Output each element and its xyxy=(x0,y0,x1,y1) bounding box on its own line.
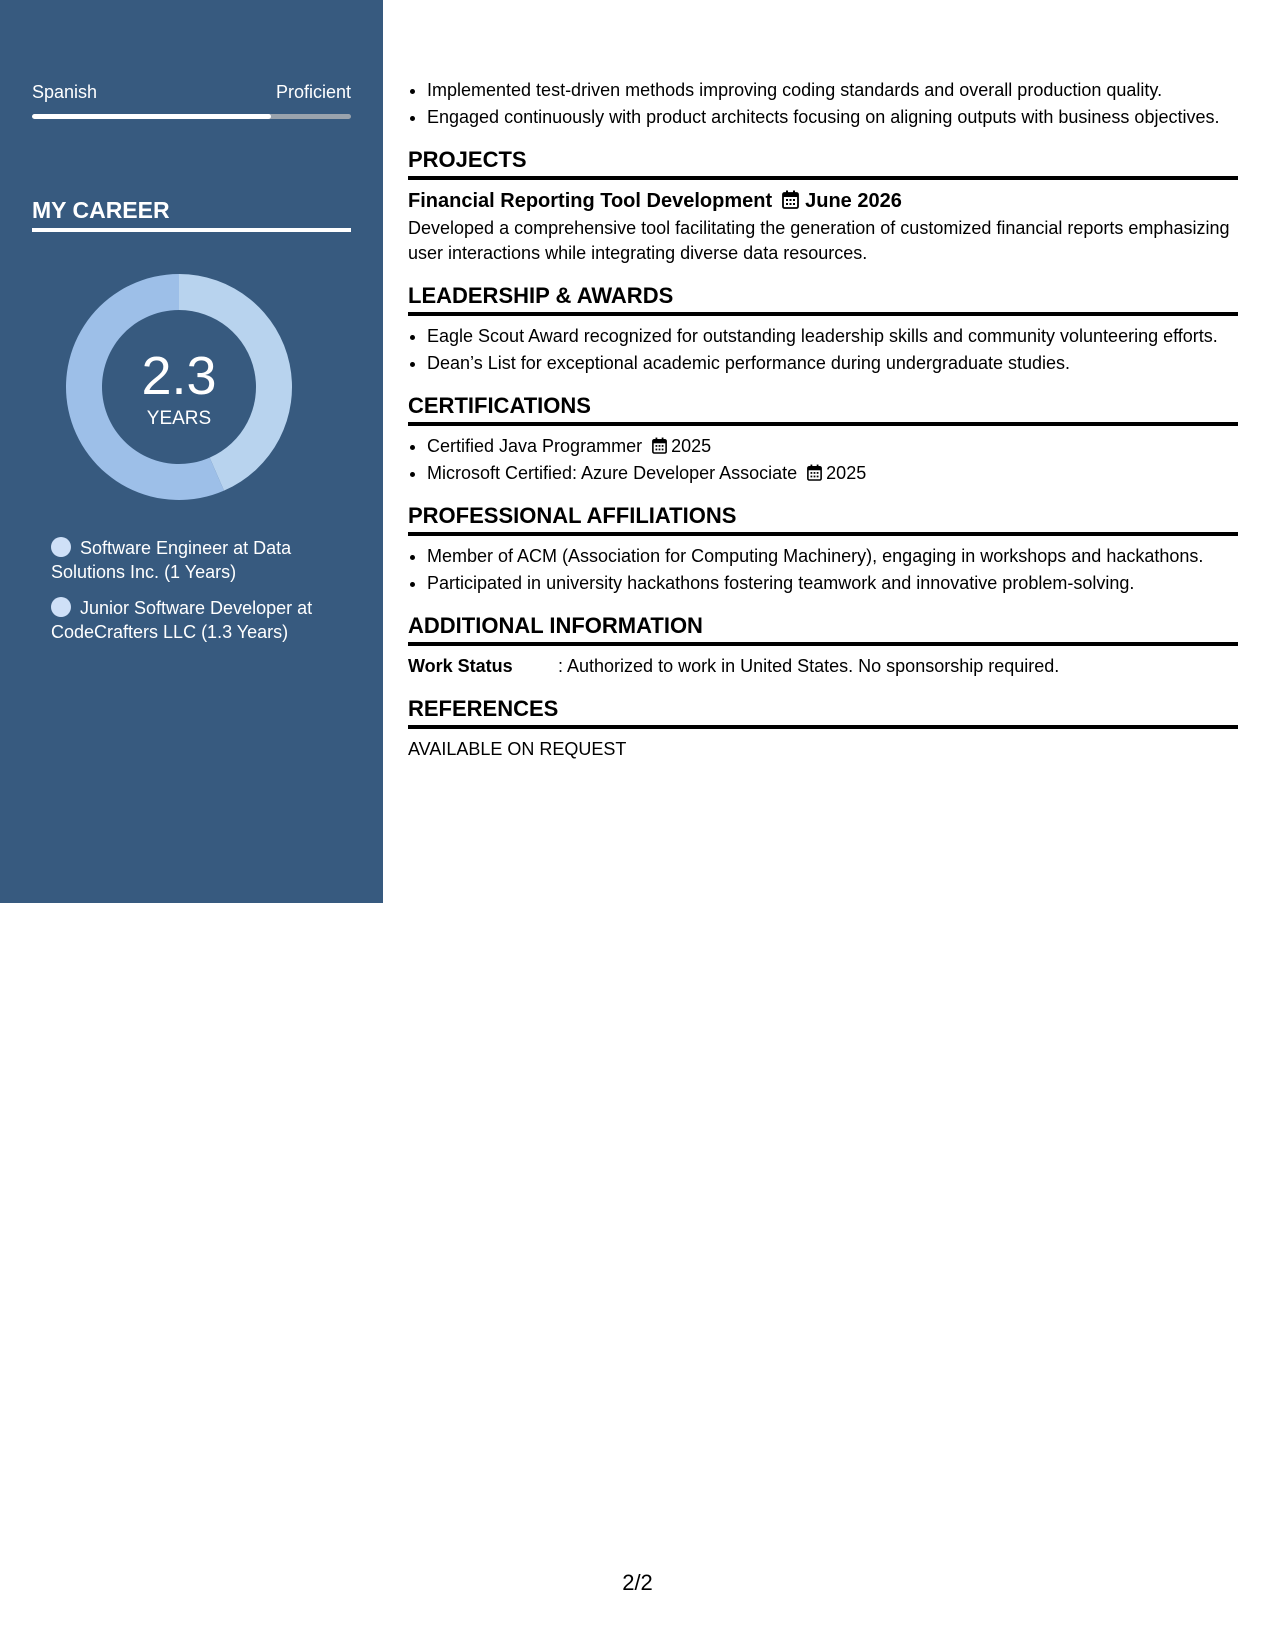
certification-year: 2025 xyxy=(826,463,867,483)
project-title: Financial Reporting Tool Development xyxy=(408,190,773,212)
additional-info-heading: ADDITIONAL INFORMATION xyxy=(408,612,1238,646)
experience-bullets xyxy=(408,78,1238,130)
certification-name: Microsoft Certified: Azure Developer Associate xyxy=(427,463,798,483)
language-row xyxy=(32,82,351,103)
calendar-icon xyxy=(807,464,822,481)
work-status-value: : Authorized to work in United States. No sponsorship required. xyxy=(558,656,1060,676)
donut-value: 2.3 xyxy=(141,346,217,406)
career-heading: MY CAREER xyxy=(32,196,351,232)
list-item xyxy=(427,461,1238,486)
bullet-dot-icon xyxy=(51,597,71,617)
work-status-row xyxy=(408,654,1238,679)
leadership-list xyxy=(408,324,1238,376)
language-proficiency-fill xyxy=(32,114,271,119)
list-item: • Implemented test-driven methods improving coding standards and overall production quality. xyxy=(427,78,1238,103)
leadership-heading: LEADERSHIP & AWARDS xyxy=(408,282,1238,316)
language-level: Proficient xyxy=(275,82,351,102)
certifications-heading: CERTIFICATIONS xyxy=(408,392,1238,426)
certification-name: Certified Java Programmer xyxy=(427,436,643,456)
affiliations-list xyxy=(408,544,1238,596)
career-item-text: Junior Software Developer at CodeCrafters LLC (1.3 Years) xyxy=(51,598,313,642)
references-text: AVAILABLE ON REQUEST xyxy=(408,739,627,759)
certification-year: 2025 xyxy=(671,436,712,456)
list-item: • Eagle Scout Award recognized for outstanding leadership skills and community volunteering efforts. xyxy=(427,324,1238,349)
list-item xyxy=(427,434,1238,459)
project-date: June 2026 xyxy=(805,190,902,212)
language-name: Spanish xyxy=(32,82,98,102)
certifications-list xyxy=(408,434,1238,486)
career-list xyxy=(51,536,351,656)
sidebar xyxy=(0,0,383,903)
language-proficiency-bar xyxy=(32,114,351,119)
career-donut-chart xyxy=(66,274,292,500)
career-item-text: Software Engineer at Data Solutions Inc. (1 Years) xyxy=(51,538,292,582)
list-item: • Member of ACM (Association for Computing Machinery), engaging in workshops and hackathons. xyxy=(427,544,1238,569)
career-item xyxy=(51,596,351,644)
calendar-icon xyxy=(782,190,799,209)
career-item xyxy=(51,536,351,584)
list-item: • Participated in university hackathons fostering teamwork and innovative problem-solving. xyxy=(427,571,1238,596)
bullet-dot-icon xyxy=(51,537,71,557)
project-description: Developed a comprehensive tool facilitating the generation of customized financial reports emphasizing user interactions while integrating diverse data resources. xyxy=(408,218,1230,263)
calendar-icon xyxy=(652,437,667,454)
projects-heading: PROJECTS xyxy=(408,146,1238,180)
work-status-label: Work Status xyxy=(408,656,513,676)
references-heading: REFERENCES xyxy=(408,695,1238,729)
page-number: 2/2 xyxy=(622,1570,653,1595)
affiliations-heading: PROFESSIONAL AFFILIATIONS xyxy=(408,502,1238,536)
list-item: • Dean’s List for exceptional academic performance during undergraduate studies. xyxy=(427,351,1238,376)
list-item: • Engaged continuously with product architects focusing on aligning outputs with business objectives. xyxy=(427,105,1238,130)
project-title-row xyxy=(408,188,1238,214)
donut-unit: YEARS xyxy=(146,408,212,429)
main-content xyxy=(408,78,1238,762)
